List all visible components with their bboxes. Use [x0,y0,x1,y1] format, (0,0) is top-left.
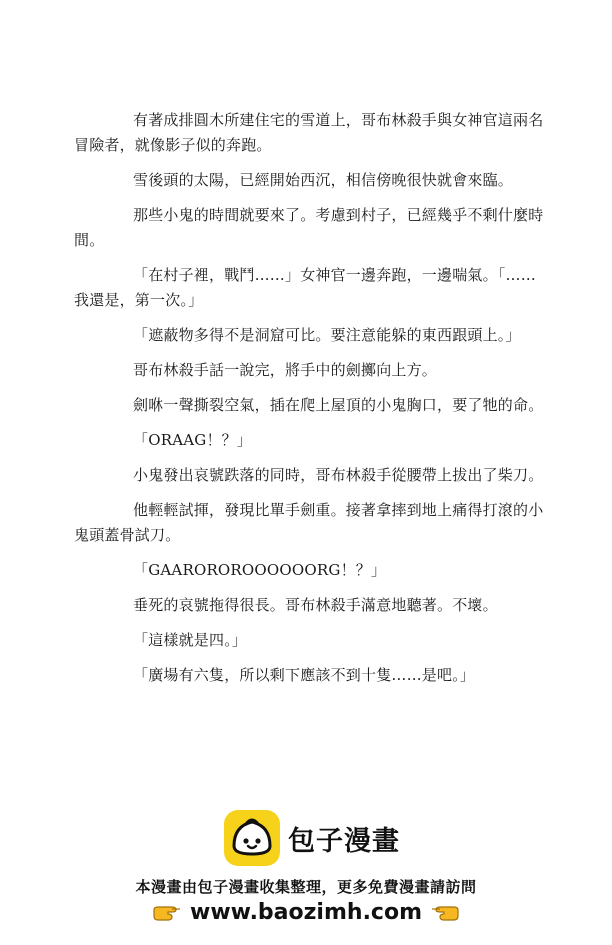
paragraph-5: 「遮蔽物多得不是洞窟可比。要注意能躲的東西跟頭上。」 [133,326,521,344]
footer-url-row [0,900,612,925]
paragraph-8: 「ORAAG！？」 [133,431,253,449]
paragraph-1: 有著成排圓木所建住宅的雪道上，哥布林殺手與女神官這兩名冒險者，就像影子似的奔跑。 [74,111,544,154]
pointing-hand-left-icon [430,902,460,924]
paragraph-9: 小鬼發出哀號跌落的同時，哥布林殺手從腰帶上拔出了柴刀。 [133,466,544,484]
story-text [74,108,544,698]
paragraph-13: 「這樣就是四。」 [133,631,248,649]
paragraph-2: 雪後頭的太陽，已經開始西沉，相信傍晚很快就會來臨。 [133,171,514,189]
paragraph-4: 「在村子裡，戰鬥……」女神官一邊奔跑，一邊喘氣。「……我還是，第一次。」 [74,266,536,309]
paragraph-10: 他輕輕試揮，發現比單手劍重。接著拿摔到地上痛得打滾的小鬼頭蓋骨試刀。 [74,501,544,544]
site-footer [0,808,612,945]
footer-notice: 本漫畫由包子漫畫收集整理，更多免費漫畫請訪問 [135,878,477,896]
paragraph-14: 「廣場有六隻，所以剩下應該不到十隻……是吧。」 [133,666,476,684]
brand-name: 包子漫畫 [288,825,400,857]
site-url-link[interactable]: www.baozimh.com [190,900,422,925]
paragraph-6: 哥布林殺手話一說完，將手中的劍擲向上方。 [133,361,438,379]
pointing-hand-right-icon [152,902,182,924]
paragraph-3: 那些小鬼的時間就要來了。考慮到村子，已經幾乎不剩什麼時間。 [74,206,544,249]
bun-logo-icon [224,810,280,866]
paragraph-7: 劍咻一聲撕裂空氣，插在爬上屋頂的小鬼胸口，要了牠的命。 [133,396,544,414]
paragraph-12: 垂死的哀號拖得很長。哥布林殺手滿意地聽著。不壞。 [133,596,498,614]
paragraph-11: 「GAARORORОOOOOORG！？」 [133,561,387,579]
brand-logo[interactable] [224,808,400,868]
